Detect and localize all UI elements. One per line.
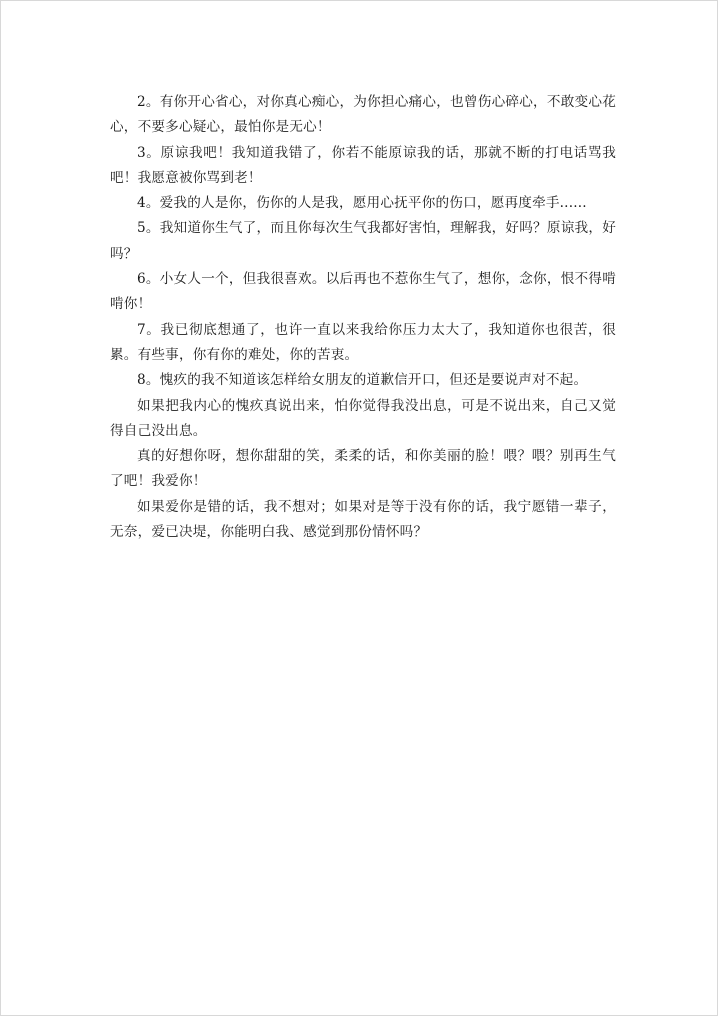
paragraph-8: 8。愧疚的我不知道该怎样给女朋友的道歉信开口，但还是要说声对不起。 xyxy=(137,372,588,389)
paragraph-miss-you: 真的好想你呀，想你甜甜的笑，柔柔的话，和你美丽的脸！喂？喂？别再生气了吧！我爱你！ xyxy=(110,448,616,490)
paragraph-2: 2。有你开心省心，对你真心痴心，为你担心痛心，也曾伤心碎心，不敢变心花心，不要多心疑心，最怕你是无心！ xyxy=(110,94,616,136)
paragraph-4: 4。爱我的人是你，伤你的人是我，愿用心抚平你的伤口，愿再度牵手...... xyxy=(137,195,587,212)
paragraph-closing: 如果爱你是错的话，我不想对；如果对是等于没有你的话，我宁愿错一辈子，无奈，爱已决堤，你能明白我、感觉到那份情怀吗？ xyxy=(110,498,616,541)
paragraph-3: 3。原谅我吧！我知道我错了，你若不能原谅我的话，那就不断的打电话骂我吧！我愿意被你骂到老！ xyxy=(110,144,616,186)
paragraph-guilt: 如果把我内心的愧疚真说出来，怕你觉得我没出息，可是不说出来，自己又觉得自己没出息。 xyxy=(110,397,616,439)
paragraph-5: 5。我知道你生气了，而且你每次生气我都好害怕，理解我，好吗？原谅我，好吗？ xyxy=(110,220,616,262)
paragraph-6: 6。小女人一个，但我很喜欢。以后再也不惹你生气了，想你，念你，恨不得啃啃你！ xyxy=(110,271,616,313)
document-body xyxy=(110,90,616,545)
paragraph-7: 7。我已彻底想通了，也许一直以来我给你压力太大了，我知道你也很苦，很累。有些事，你有你的难处，你的苦衷。 xyxy=(110,321,616,363)
